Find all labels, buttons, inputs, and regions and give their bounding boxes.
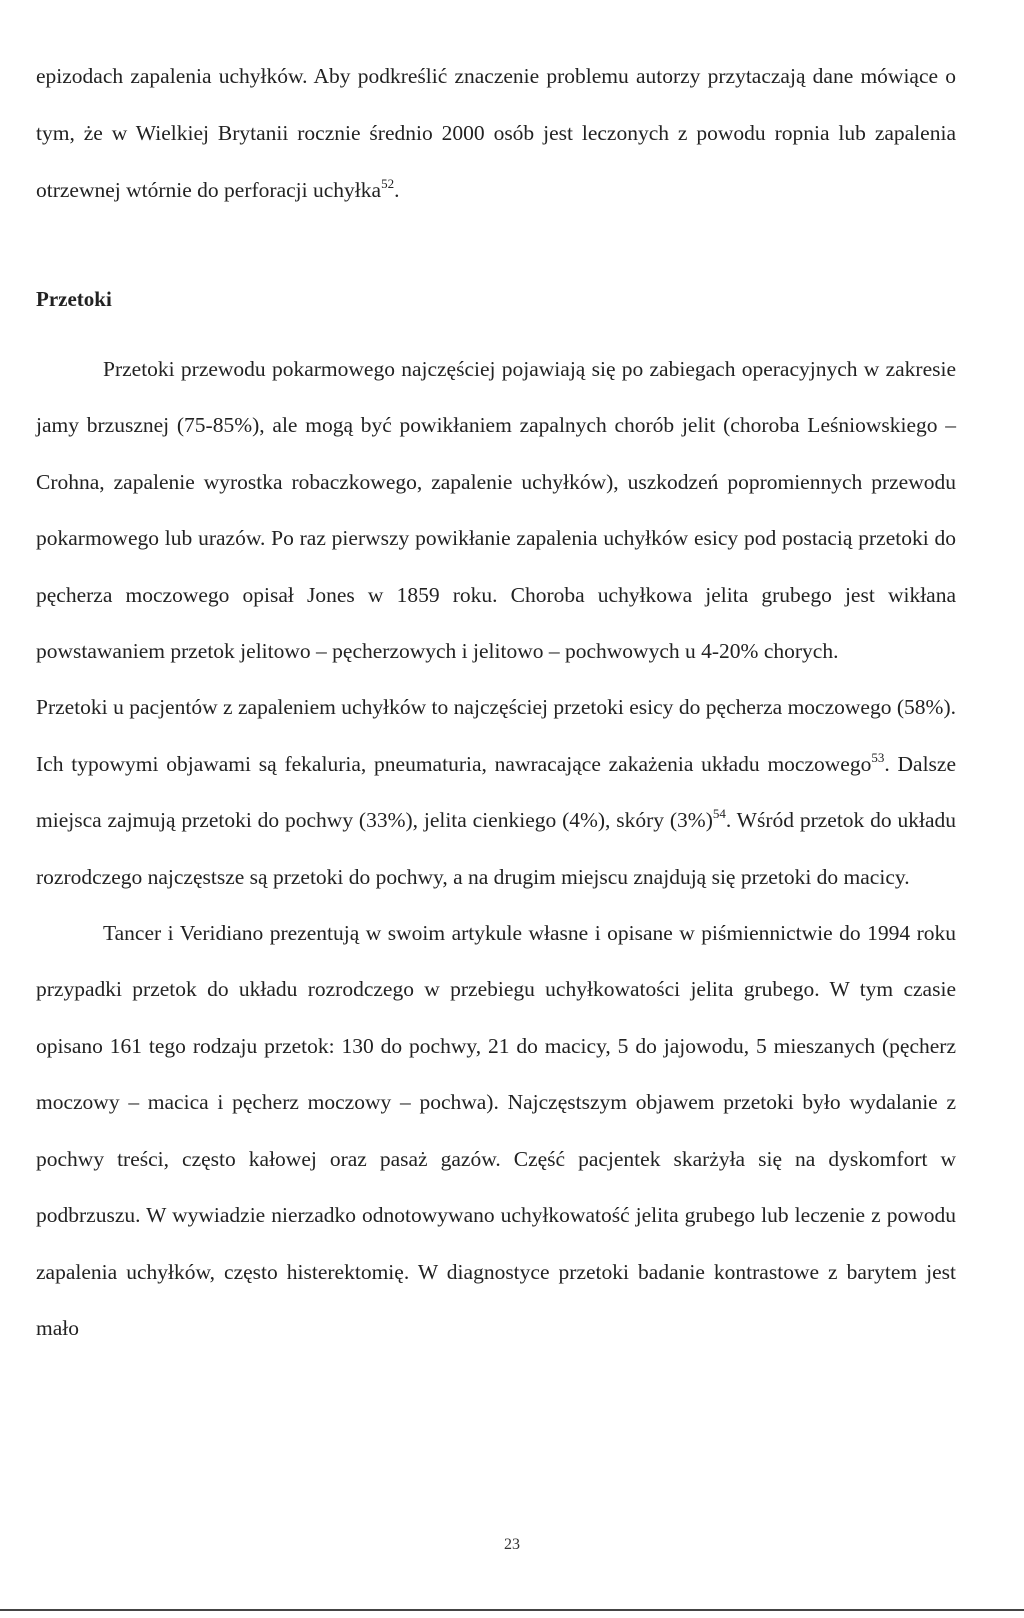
footnote-ref-52: 52	[381, 176, 395, 191]
section-heading: Przetoki	[36, 287, 112, 311]
intro-tail: .	[394, 178, 400, 202]
intro-paragraph	[36, 48, 956, 219]
page-number: 23	[504, 1536, 520, 1553]
paragraph-2-part-c: . Wśród przetok do układu rozrodczego najczęstsze są przetoki do pochwy, a na drugim miejscu znajdują się przetoki do macicy.	[36, 808, 956, 889]
footnote-ref-53: 53	[871, 749, 885, 765]
footer-rule	[0, 1609, 1024, 1611]
footnote-ref-54: 54	[712, 806, 726, 822]
intro-text: epizodach zapalenia uchyłków. Aby podkreślić znaczenie problemu autorzy przytaczają dane mówiące o tym, że w Wielkiej Brytanii rocznie średnio 2000 osób jest leczonych z powodu ropnia lub zapalenia otrzewnej wtórnie do perforacji uchyłka	[36, 64, 956, 202]
paragraph-2-part-a: Przetoki u pacjentów z zapaleniem uchyłków to najczęściej przetoki esicy do pęcherza moczowego (58%). Ich typowymi objawami są fekaluria, pneumaturia, nawracające zakażenia układu moczowego	[36, 695, 956, 776]
paragraph-przetoki-1: Przetoki przewodu pokarmowego najczęściej pojawiają się po zabiegach operacyjnych w zakresie jamy brzusznej (75-85%), ale mogą być powikłaniem zapalnych chorób jelit (choroba Leśniowskiego – Crohna, zapalenie wyrostka robaczkowego, zapalenie uchyłków), uszkodzeń popromiennych przewodu pokarmowego lub urazów. Po raz pierwszy powikłanie zapalenia uchyłków esicy pod postacią przetoki do pęcherza moczowego opisał Jones w 1859 roku. Choroba uchyłkowa jelita grubego jest wikłana powstawaniem przetok jelitowo – pęcherzowych i jelitowo – pochwowych u 4-20% chorych.	[36, 357, 956, 664]
paragraph-tancer-veridiano: Tancer i Veridiano prezentują w swoim artykule własne i opisane w piśmiennictwie do 1994 roku przypadki przetok do układu rozrodczego w przebiegu uchyłkowatości jelita grubego. W tym czasie opisano 161 tego rodzaju przetok: 130 do pochwy, 21 do macicy, 5 do jajowodu, 5 mieszanych (pęcherz moczowy – macica i pęcherz moczowy – pochwa). Najczęstszym objawem przetoki było wydalanie z pochwy treści, często kałowej oraz pasaż gazów. Część pacjentek skarżyła się na dyskomfort w podbrzuszu. W wywiadzie nierzadko odnotowywano uchyłkowatość jelita grubego lub leczenie z powodu zapalenia uchyłków, często histerektomię. W diagnostyce przetoki badanie kontrastowe z barytem jest mało	[36, 921, 956, 1340]
document-page	[36, 48, 956, 1356]
paragraph-przetoki-2	[36, 679, 956, 905]
paragraph-2-part-b: . Dalsze miejsca zajmują przetoki do pochwy (33%), jelita cienkiego (4%), skóry (3%)	[36, 751, 956, 833]
